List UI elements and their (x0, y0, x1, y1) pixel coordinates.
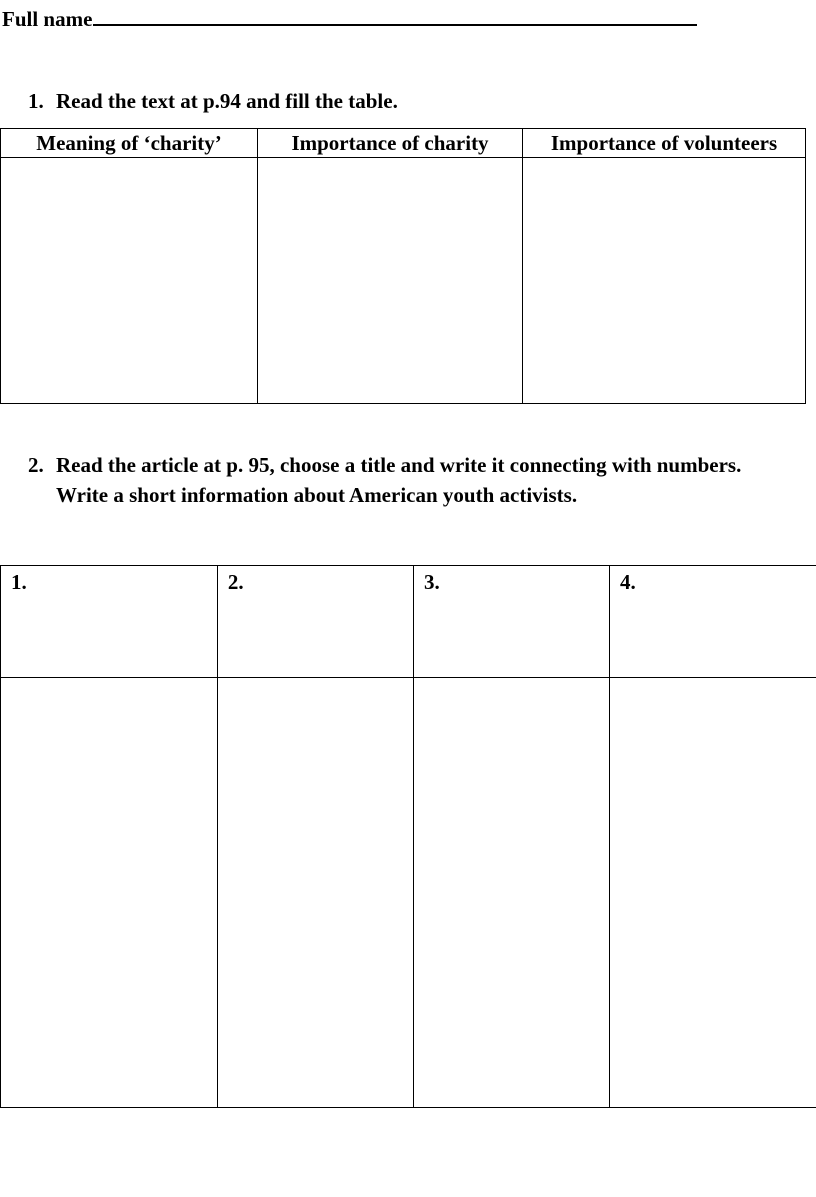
activists-table (0, 565, 816, 1108)
task-2-instruction (28, 450, 786, 510)
info-cell-1[interactable] (1, 678, 218, 1108)
task-2-number: 2. (28, 453, 44, 477)
info-cell-2[interactable] (217, 678, 413, 1108)
charity-table-answer-row (1, 158, 806, 404)
task-1-text: Read the text at p.94 and fill the table. (56, 89, 398, 113)
info-cell-3[interactable] (413, 678, 609, 1108)
answer-cell-importance-volunteers[interactable] (523, 158, 806, 404)
full-name-label: Full name (2, 7, 93, 31)
full-name-row (2, 2, 697, 32)
task-1-instruction (28, 86, 786, 116)
charity-table (0, 128, 806, 404)
title-cell-4[interactable]: 4. (609, 566, 816, 678)
answer-cell-importance-charity[interactable] (258, 158, 523, 404)
activists-table-info-row (1, 678, 816, 1108)
title-cell-2[interactable]: 2. (217, 566, 413, 678)
column-header-importance-volunteers: Importance of volunteers (523, 129, 806, 158)
column-header-meaning: Meaning of ‘charity’ (1, 129, 258, 158)
column-header-importance-charity: Importance of charity (258, 129, 523, 158)
title-cell-3[interactable]: 3. (413, 566, 609, 678)
task-2-text: Read the article at p. 95, choose a title and write it connecting with numbers. Write a short information about American youth activists. (56, 453, 742, 507)
full-name-blank[interactable] (93, 2, 697, 26)
title-cell-1[interactable]: 1. (1, 566, 218, 678)
task-1-number: 1. (28, 89, 44, 113)
answer-cell-meaning[interactable] (1, 158, 258, 404)
info-cell-4[interactable] (609, 678, 816, 1108)
charity-table-header-row (1, 129, 806, 158)
activists-table-title-row (1, 566, 816, 678)
